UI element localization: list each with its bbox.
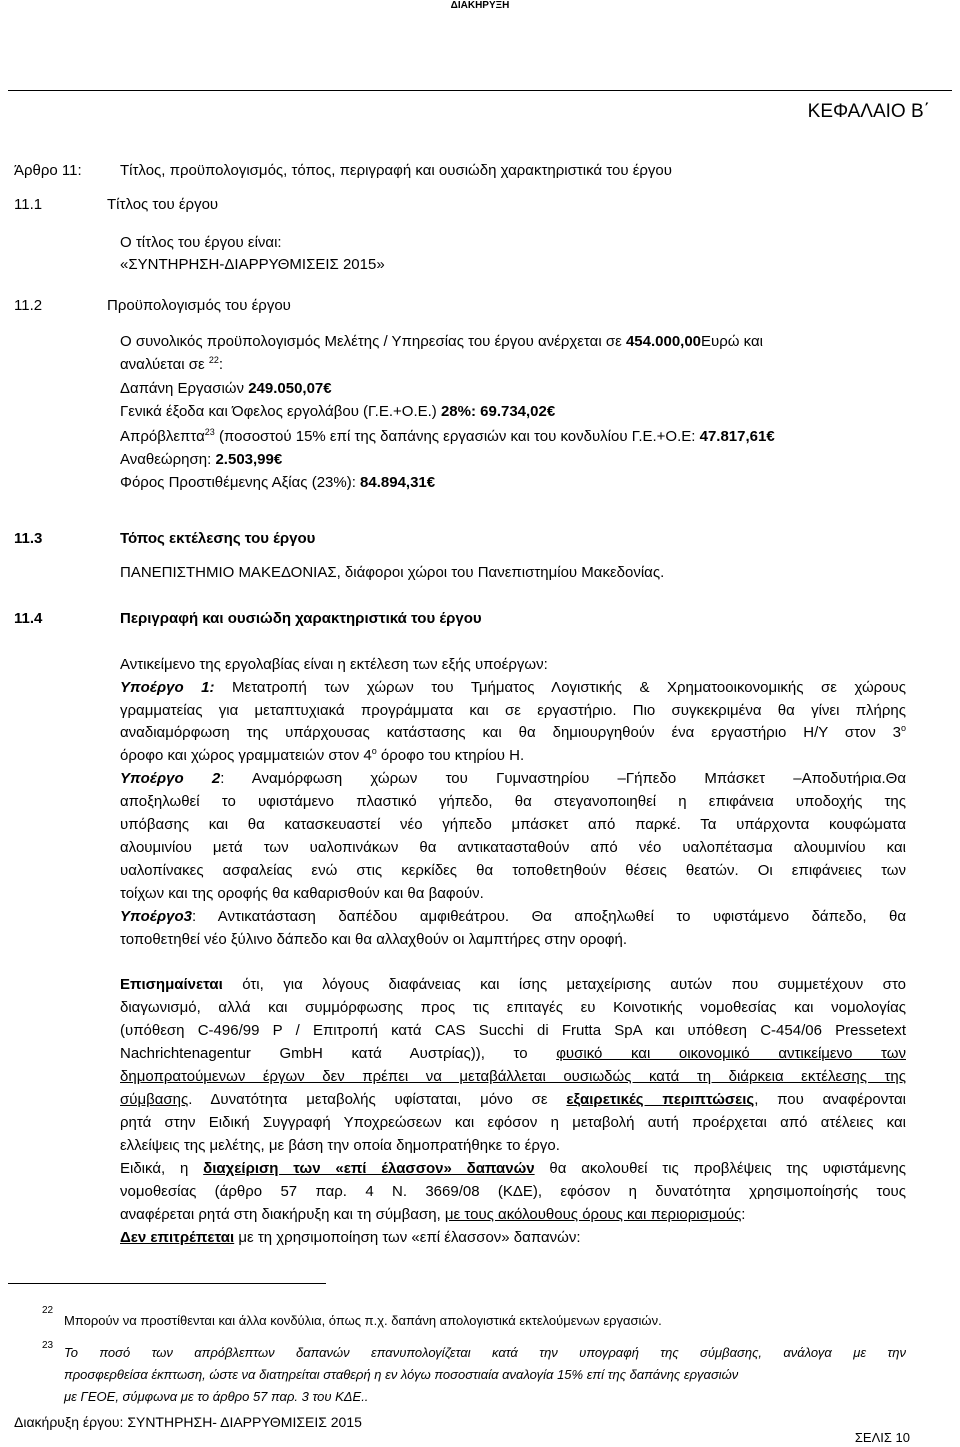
notice-line-7: ρητά στην Ειδική Συγγραφή Υποχρεώσεων και εφόσον η μεταβολή αυτή προέρχεται από ατέλειες και [120,1114,906,1131]
sub2-line-3: υπόβασης και θα κατασκευαστεί νέο γήπεδο μπάσκετ από παρκέ. Τα υπάρχοντα κουφώματα [120,816,906,833]
section-11-4-number: 11.4 [14,610,43,627]
euro-icon: € [273,451,283,468]
footnote-divider [8,1283,326,1284]
sub3-line-2: τοποθετηθεί νέο ξύλινο δάπεδο και θα αλλαχθούν οι λαμπτήρες στην οροφή. [120,931,628,948]
footnote-22-text: Μπορούν να προστίθενται και άλλα κονδύλια, όπως π.χ. δαπάνη απολογιστικά εκτελούμενων εργασιών. [64,1313,662,1328]
sub2-line-1: Υποέργο 2: Αναμόρφωση χώρων του Γυμναστηρίου –Γήπεδο Μπάσκετ –Αποδυτήρια.Θα [120,770,907,787]
notice-line-12: Δεν επιτρέπεται με τη χρησιμοποίηση των «επί έλασσον» δαπανών: [120,1229,581,1246]
notice-line-6: σύμβασης. Δυνατότητα μεταβολής υφίσταται, μόνο σε εξαιρετικές περιπτώσεις, που αναφέρονται [120,1091,906,1108]
sub3-line-1: Υποέργο3: Αντικατάσταση δαπέδου αμφιθεάτρου. Θα αποξηλωθεί το υφιστάμενο δάπεδο, θα [120,908,906,925]
notice-line-2: διαγωνισμό, αλλά και συμμόρφωσης προς τις επιταγές ευ Κοινοτικής νομοθεσίας και νομολογίας [120,999,906,1016]
budget-total-amount: 454.000,00 [625,333,702,350]
footnote-23-line-2: προσφερθείσα έκπτωση, ώστε να διατηρείται σταθερή η εν λόγω ποσοστιαία αναλογία 15% επί της δαπάνης εργασιών [64,1367,739,1382]
article-title: Τίτλος, προϋπολογισμός, τόπος, περιγραφή και ουσιώδη χαρακτηριστικά του έργου [120,162,672,179]
header-tag: ΔΙΑΚΗΡΥΞΗ [450,0,510,11]
section-11-2-number: 11.2 [14,297,43,314]
notice-line-10: νομοθεσίας (άρθρο 57 παρ. 4 Ν. 3669/08 (ΚΔΕ), εφόσον η δυνατότητα χρησιμοποίησής τους [120,1183,906,1200]
section-11-2-title: Προϋπολογισμός του έργου [107,297,291,314]
title-intro: Ο τίτλος του έργου είναι: [120,234,282,251]
footnote-23-number: 23 [42,1340,54,1351]
notice-line-8: ελλείψεις της μελέτης, με βάση την οποία δημοπρατήθηκε το έργο. [120,1137,560,1154]
sub1-line-1: Υποέργο 1: Μετατροπή των χώρων του Τμήματος Λογιστικής & Χρηματοοικονομικής σε χώρους [120,679,906,696]
sub2-line-6: τοίχων και της οροφής θα καθαρισθούν και θα βαφούν. [120,885,484,902]
footer-document-title: Διακήρυξη έργου: ΣΥΝΤΗΡΗΣΗ- ΔΙΑΡΡΥΘΜΙΣΕΙΣ 2015 [14,1414,362,1430]
article-label: Άρθρο 11: [14,162,82,179]
footnote-22-number: 22 [42,1305,54,1316]
chapter-title: ΚΕΦΑΛΑΙΟ Β΄ [807,101,930,122]
overhead-line: Γενικά έξοδα και Όφελος εργολάβου (Γ.Ε.+Ο.Ε.) 28%: 69.734,02€ [120,403,556,420]
subprojects-intro: Αντικείμενο της εργολαβίας είναι η εκτέλεση των εξής υποέργων: [120,656,548,673]
sub2-line-2: αποξηλωθεί το υφιστάμενο πλαστικό γήπεδο, θα στεγανοποιηθεί η επιφάνεια υποδοχής της [120,793,906,810]
footnote-23-line-1: Το ποσό των απρόβλεπτων δαπανών επανυπολογίζεται κατά την υπογραφή της σύμβασης, ανάλογα με την [64,1345,906,1360]
project-title: «ΣΥΝΤΗΡΗΣΗ-ΔΙΑΡΡΥΘΜΙΣΕΙΣ 2015» [120,256,385,273]
section-11-1-number: 11.1 [14,196,43,213]
section-11-4-title: Περιγραφή και ουσιώδη χαρακτηριστικά του έργου [120,610,482,627]
budget-breakdown-intro: αναλύεται σε $^{22}$: [120,355,224,373]
section-11-1-title: Τίτλος του έργου [107,196,219,213]
euro-icon: € [323,380,332,397]
euro-icon: € [766,428,775,445]
location-text: ΠΑΝΕΠΙΣΤΗΜΙΟ ΜΑΚΕΔΟΝΙΑΣ, διάφοροι χώροι του Πανεπιστημίου Μακεδονίας. [120,564,665,581]
notice-line-4: Nachrichtenagentur GmbH κατά Αυστρίας)), το φυσικό και οικονομικό αντικείμενο των [120,1045,906,1062]
euro-icon: € [546,403,556,420]
works-cost-line: Δαπάνη Εργασιών 249.050,07€ [120,380,332,397]
budget-total-line: Ο συνολικός προϋπολογισμός Μελέτης / Υπηρεσίας του έργου ανέρχεται σε 454.000,00Ευρώ και [120,333,763,350]
sub1-line-4: όροφο και χώρος γραμματειών στον $4^o$ όροφο του κτηρίου Η. [120,746,525,764]
notice-line-3: (υπόθεση C-496/99 P / Επιτροπή κατά CAS Succhi di Frutta SpA και υπόθεση C-454/06 Pressetext [120,1022,906,1039]
header-divider [8,90,952,91]
footer-page-number: ΣΕΛΙΣ 10 [854,1430,910,1445]
sub1-line-2: γραμματείας για μεταπτυχιακά προγράμματα και σε εργαστήριο. Πιο συγκεκριμένα θα γίνει πλήρης [120,702,906,719]
notice-line-9: Ειδικά, η διαχείριση των «επί έλασσον» δαπανών θα ακολουθεί τις προβλέψεις της υφιστάμενης [120,1160,906,1177]
sub2-line-4: αλουμινίου μετά των υαλοπινάκων θα αντικατασταθούν από νέο υαλοπέτασμα αλουμινίου και [120,839,906,856]
revision-line: Αναθεώρηση: 2.503,99€ [120,451,283,468]
section-11-3-number: 11.3 [14,530,43,547]
vat-line: Φόρος Προστιθέμενης Αξίας (23%): 84.894,31€ [120,474,436,491]
section-11-3-title: Τόπος εκτέλεσης του έργου [120,530,316,547]
notice-line-1: Επισημαίνεται ότι, για λόγους διαφάνειας και ίσης μεταχείρισης αυτών που συμμετέχουν στο [120,976,906,993]
contingency-line: Απρόβλεπτα$^{23}$ (ποσοστού 15% επί της δαπάνης εργασιών και του κονδυλίου Γ.Ε.+Ο.Ε: 47.817,61€ [120,427,775,445]
footnote-23-line-3: με ΓΕΟΕ, σύμφωνα με το άρθρο 57 παρ. 3 του ΚΔΕ.. [64,1389,369,1404]
sub1-line-3: αναδιαμόρφωση της υπάρχουσας κατάστασης και θα δημιουργηθούν ένα εργαστήριο Η/Υ στον $3^o$ [120,723,906,741]
notice-line-11: αναφέρεται ρητά στη διακήρυξη και τη σύμβαση, με τους ακόλουθους όρους και περιορισμούς: [120,1206,746,1223]
euro-icon: € [426,474,436,491]
notice-line-5: δημοπρατούμενων έργων δεν πρέπει να μεταβάλλεται ουσιωδώς κατά τη διάρκεια εκτέλεσης της [120,1068,906,1085]
sub2-line-5: υαλοπίνακες ασφαλείας ενώ στις κερκίδες θα τοποθετηθούν θέσεις θεατών. Οι επιφάνειες των [120,862,906,879]
